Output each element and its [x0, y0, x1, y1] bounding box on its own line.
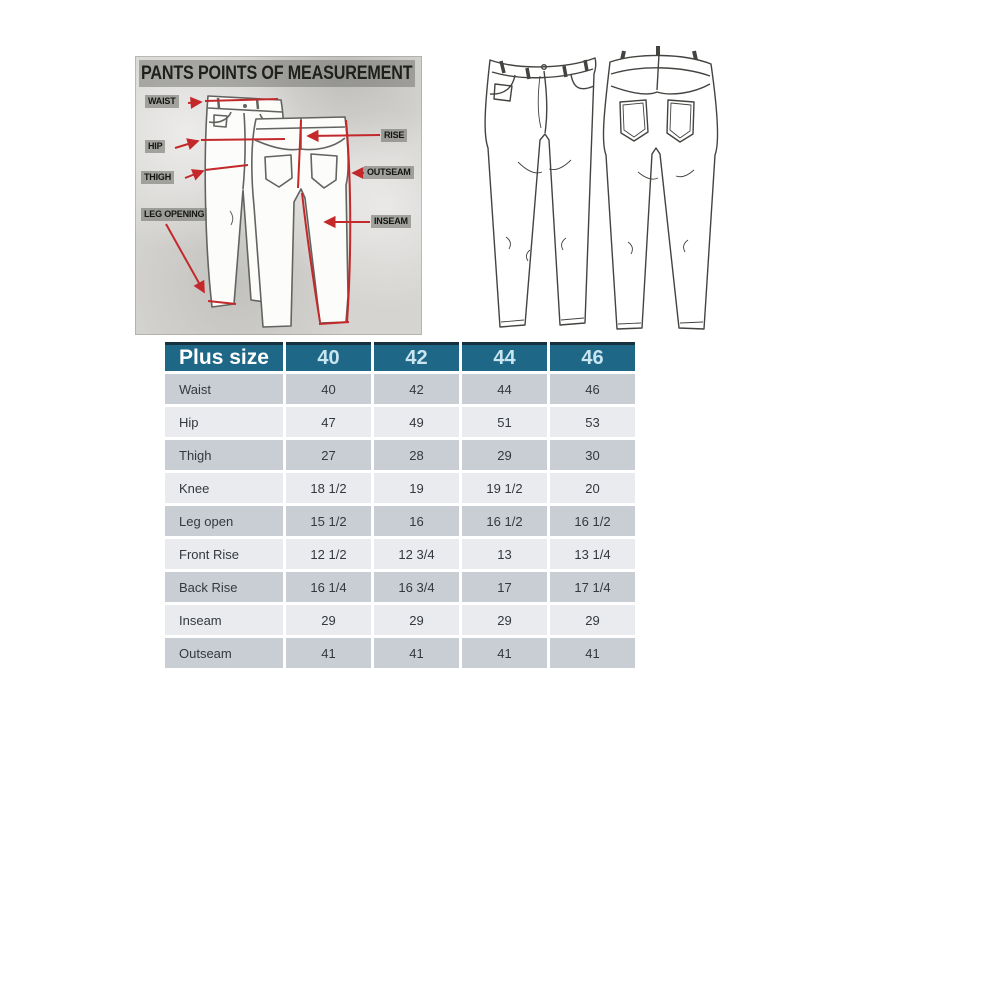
measurement-name-cell: Back Rise	[165, 572, 283, 602]
measurement-label-waist: WAIST	[145, 95, 179, 108]
measurement-value-cell: 53	[550, 407, 635, 437]
measurement-name-cell: Waist	[165, 374, 283, 404]
size-table-body	[165, 374, 635, 668]
size-table-header-row	[165, 342, 635, 371]
size-table-row	[165, 572, 635, 602]
size-table-row	[165, 473, 635, 503]
measurement-value-cell: 29	[462, 440, 547, 470]
measurement-value-cell: 19 1/2	[462, 473, 547, 503]
measurement-name-cell: Hip	[165, 407, 283, 437]
measurement-value-cell: 49	[374, 407, 459, 437]
diagram-title-bar	[139, 60, 415, 87]
size-table-row	[165, 605, 635, 635]
measurement-value-cell: 16 3/4	[374, 572, 459, 602]
measurement-value-cell: 13 1/4	[550, 539, 635, 569]
measurement-label-rise: RISE	[381, 129, 407, 142]
measurement-label-leg-opening: LEG OPENING	[141, 208, 207, 221]
measurement-value-cell: 17	[462, 572, 547, 602]
size-table-row	[165, 539, 635, 569]
measurement-value-cell: 51	[462, 407, 547, 437]
size-table-row	[165, 440, 635, 470]
measurement-value-cell: 41	[374, 638, 459, 668]
measurement-value-cell: 44	[462, 374, 547, 404]
size-column-header: 44	[462, 342, 547, 371]
size-column-header: 46	[550, 342, 635, 371]
measurement-value-cell: 13	[462, 539, 547, 569]
measurement-value-cell: 12 3/4	[374, 539, 459, 569]
measurement-value-cell: 17 1/4	[550, 572, 635, 602]
measurement-value-cell: 28	[374, 440, 459, 470]
measurement-value-cell: 29	[374, 605, 459, 635]
size-column-header: 42	[374, 342, 459, 371]
measurement-value-cell: 29	[286, 605, 371, 635]
measurement-value-cell: 42	[374, 374, 459, 404]
measurement-value-cell: 16 1/2	[462, 506, 547, 536]
measurement-value-cell: 41	[462, 638, 547, 668]
measurement-label-thigh: THIGH	[141, 171, 174, 184]
measurement-name-cell: Outseam	[165, 638, 283, 668]
jeans-back-view	[603, 46, 717, 329]
measurement-label-hip: HIP	[145, 140, 165, 153]
measurement-name-cell: Leg open	[165, 506, 283, 536]
measurement-value-cell: 41	[286, 638, 371, 668]
measurement-name-cell: Inseam	[165, 605, 283, 635]
measurement-value-cell: 29	[550, 605, 635, 635]
pants-measurement-diagram	[135, 56, 422, 335]
measurement-value-cell: 18 1/2	[286, 473, 371, 503]
size-chart	[162, 339, 638, 671]
measurement-value-cell: 27	[286, 440, 371, 470]
measurement-value-cell: 40	[286, 374, 371, 404]
size-table-row	[165, 407, 635, 437]
measurement-name-cell: Thigh	[165, 440, 283, 470]
measurement-value-cell: 15 1/2	[286, 506, 371, 536]
jeans-sketch-drawing	[478, 42, 723, 334]
diagram-title: PANTS POINTS OF MEASUREMENT	[141, 62, 413, 84]
size-table-row	[165, 374, 635, 404]
measurement-name-cell: Knee	[165, 473, 283, 503]
measurement-label-inseam: INSEAM	[371, 215, 411, 228]
measurement-value-cell: 41	[550, 638, 635, 668]
measurement-value-cell: 30	[550, 440, 635, 470]
measurement-value-cell: 46	[550, 374, 635, 404]
table-title-cell: Plus size	[165, 342, 283, 371]
measurement-label-outseam: OUTSEAM	[364, 166, 414, 179]
size-table-row	[165, 638, 635, 668]
jeans-flat-sketch	[478, 42, 723, 334]
size-table	[162, 339, 638, 671]
measurement-value-cell: 16 1/4	[286, 572, 371, 602]
measurement-value-cell: 29	[462, 605, 547, 635]
size-table-row	[165, 506, 635, 536]
measurement-value-cell: 16	[374, 506, 459, 536]
jeans-front-view	[485, 58, 596, 327]
measurement-value-cell: 12 1/2	[286, 539, 371, 569]
measurement-value-cell: 47	[286, 407, 371, 437]
measurement-name-cell: Front Rise	[165, 539, 283, 569]
size-column-header: 40	[286, 342, 371, 371]
measurement-value-cell: 16 1/2	[550, 506, 635, 536]
measurement-value-cell: 20	[550, 473, 635, 503]
measurement-value-cell: 19	[374, 473, 459, 503]
